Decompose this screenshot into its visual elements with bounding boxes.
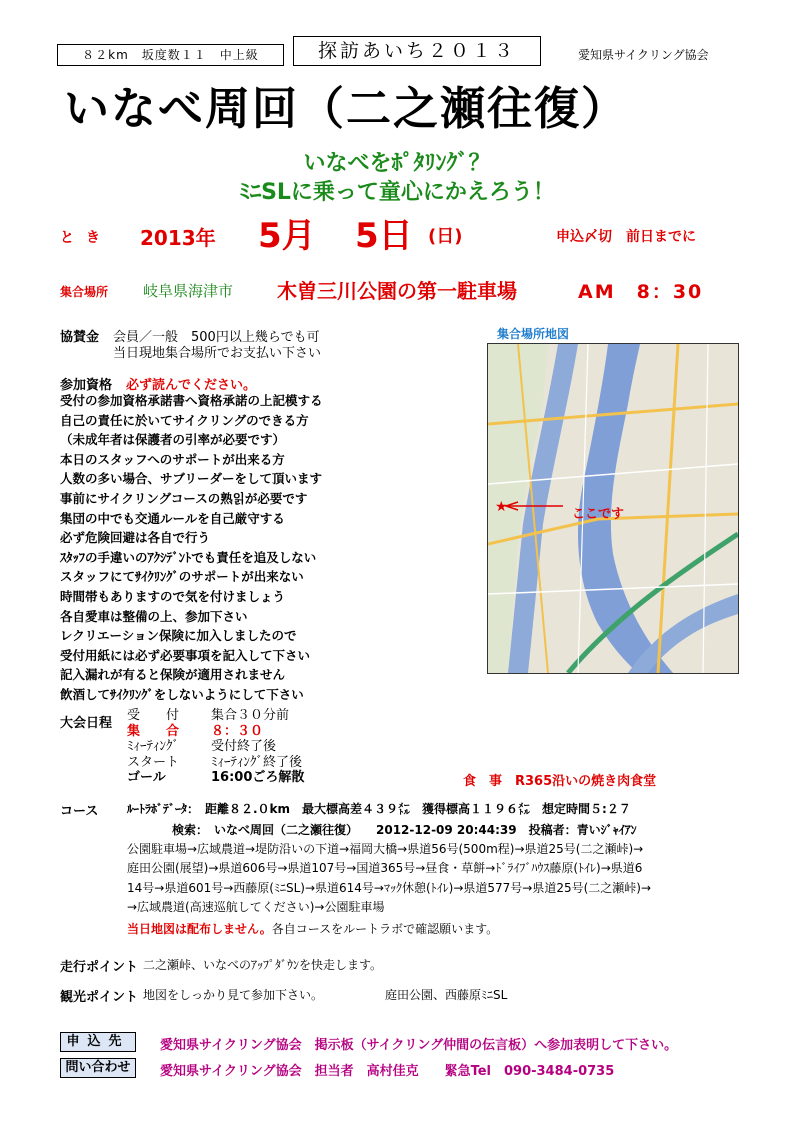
rule-item: 受付の参加資格承諾書へ資格承諾の上記模する [60, 393, 323, 408]
inquiry-label: 問い合わせ [60, 1058, 136, 1078]
notice-red: 当日地図は配布しません。 [127, 922, 272, 936]
notice-rest: 各自コースをルートラボで確認願います。 [271, 922, 499, 936]
qualification-label: 参加資格 [60, 378, 113, 393]
series-title: 探訪あいち２０１３ [293, 36, 541, 66]
fee-line-2: 当日現地集合場所でお支払い下さい [113, 346, 322, 361]
schedule-label: 大会日程 [60, 716, 113, 731]
schedule-item: 集 合 [127, 723, 180, 739]
meeting-place: 木曽三川公園の第一駐車場 [277, 279, 517, 303]
route-line: 公園駐車場→広域農道→堤防沿いの下道→福岡大橋→県道56号(500m程)→県道25号(二之瀬峠)→ [127, 842, 644, 856]
fee-label: 協賛金 [60, 330, 100, 345]
qualification-must-read: 必ず読んでください。 [126, 378, 257, 393]
schedule-time: ﾐｨｰﾃｨﾝｸﾞ終了後 [211, 754, 303, 770]
rule-item: 集団の中でも交通ルールを自己厳守する [60, 510, 285, 526]
subtitle-2: ﾐﾆSLに乗って童心にかえろう！ [239, 180, 555, 205]
course-data: ﾙｰﾄﾗﾎﾞﾃﾞｰﾀ： 距離８２.０km 最大標高差４３９㍍ 獲得標高１１９６㍍ 想定時間５:２７ [127, 802, 631, 816]
course-search: 検索： いなべ周回（二之瀬往復） 2012-12-09 20:44:39 投稿者：青いｼﾞｬｲｱﾝ [172, 823, 637, 837]
route-line: 庭田公園(展望)→県道606号→県道107号→国道365号→昼食・草餅→ﾄﾞﾗｲﾌﾞﾊｳｽ藤原(ﾄｲﾚ)→県道6 [127, 861, 643, 876]
run-point-label: 走行ポイント [60, 960, 139, 975]
rule-item: 事前にサイクリングコースの熟읽が必要です [60, 490, 308, 506]
route-line: 14号→県道601号→西藤原(ﾐﾆSL)→県道614号→ﾏｯｸ休憩(ﾄｲﾚ)→県道577号→県道25号(二之瀬峠)→ [127, 880, 652, 895]
date-year: 2013年 [140, 226, 216, 250]
date-day: 5日 [355, 216, 413, 256]
schedule-time: 受付終了後 [211, 739, 277, 754]
rules-list [60, 391, 480, 705]
rule-item: 必ず危険回避は各自で行う [60, 530, 211, 546]
date-label: とき [60, 230, 112, 246]
sight-point-places: 庭田公園、西藤原ﾐﾆSL [385, 988, 508, 1002]
course-label: コース [60, 804, 99, 819]
svg-text:★: ★ [495, 499, 508, 515]
rule-item: 飲酒してｻｲｸﾘﾝｸﾞをしないようにして下さい [60, 686, 304, 702]
meeting-prefecture: 岐阜県海津市 [143, 282, 234, 300]
schedule-time: ８：３０ [211, 723, 264, 739]
schedule-item: 受 付 [127, 708, 180, 723]
inquiry-text: 愛知県サイクリング協会 担当者 高村佳克 緊急Tel 090-3484-0735 [160, 1064, 615, 1079]
rule-item: 各自愛車は整備の上、参加下さい [60, 608, 248, 624]
schedule-item: ﾐｨｰﾃｨﾝｸﾞ [127, 739, 179, 754]
rule-item: 記入漏れが有ると保険が適用されません [60, 667, 286, 683]
rule-item: 人数の多い場合、サブリーダーをして頂います [60, 471, 323, 487]
schedule-row [127, 708, 347, 724]
meeting-label: 集合場所 [60, 285, 109, 299]
schedule-time: 集合３０分前 [211, 708, 290, 723]
schedule-item: ゴール [127, 770, 166, 785]
date-month: 5月 [258, 216, 316, 256]
organizer: 愛知県サイクリング協会 [578, 48, 709, 62]
map-title: 集合場所地図 [497, 327, 570, 341]
page-title: いなべ周回（二之瀬往復） [64, 82, 629, 135]
rule-item: ｽﾀｯﾌの手違いのｱｸｼﾃﾞﾝﾄでも責任を追及しない [60, 549, 317, 565]
schedule-row [127, 724, 347, 740]
deadline: 申込〆切 前日までに [556, 229, 696, 245]
rule-item: レクリエーション保険に加入しましたので [60, 628, 297, 644]
schedule-item: スタート [127, 754, 180, 770]
rule-item: 時間帯もありますので気を付けましょう [60, 588, 286, 604]
subtitle-1: いなべをﾎﾟﾀﾘﾝｸﾞ？ [303, 151, 491, 176]
meeting-time: AM 8：30 [578, 281, 704, 303]
run-point-text: 二之瀬峠、いなべのｱｯﾌﾟﾀﾞｳﾝを快走します。 [143, 958, 383, 972]
rule-item: （未成年者は保護者の引率が必要です） [60, 432, 286, 448]
sight-point-text: 地図をしっかり見て参加下さい。 [143, 988, 324, 1002]
meal-info: 食 事 R365沿いの焼き肉食堂 [463, 774, 657, 789]
rule-item: 本日のスタッフへのサポートが出来る方 [60, 451, 285, 467]
schedule-row [127, 739, 347, 755]
route-description [127, 840, 757, 918]
date-weekday: (日) [428, 226, 463, 247]
rule-item: 受付用紙には必ず必要事項を記入して下さい [60, 647, 311, 663]
route-line: →広域農道(高速巡航してください)→公園駐車場 [127, 900, 385, 915]
schedule-list [127, 708, 347, 786]
schedule-time: 16:00ごろ解散 [211, 770, 305, 785]
schedule-row [127, 770, 347, 786]
map-here-label: ここです [572, 507, 625, 522]
map-notice [127, 920, 498, 937]
level-box: ８２km 坂度数１１ 中上級 [57, 44, 284, 66]
rule-item: 自己の責任に於いてサイクリングのできる方 [60, 412, 309, 428]
fee-line-1: 会員／一般 500円以上幾らでも可 [113, 330, 320, 345]
schedule-row [127, 755, 347, 771]
apply-label: 申込先 [60, 1032, 136, 1052]
rule-item: スタッフにてｻｲｸﾘﾝｸﾞのサポートが出来ない [60, 569, 304, 585]
apply-text: 愛知県サイクリング協会 掲示板（サイクリング仲間の伝言板）へ参加表明して下さい。 [160, 1038, 678, 1053]
sight-point-label: 観光ポイント [60, 990, 139, 1005]
